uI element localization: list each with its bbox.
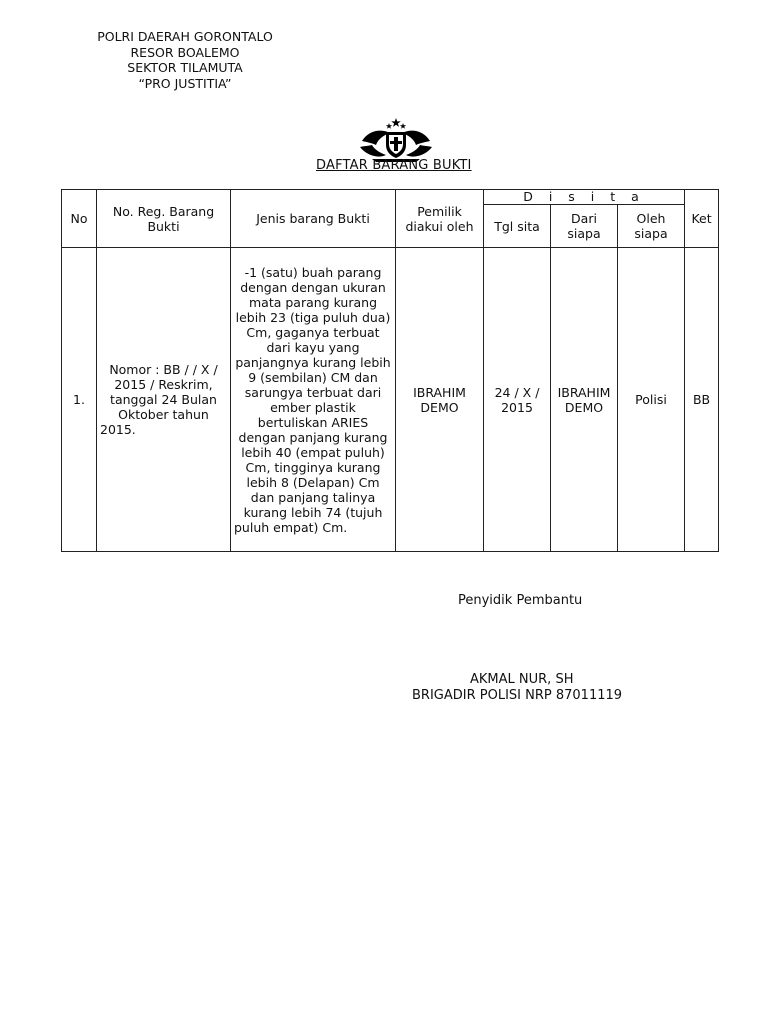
letterhead-line-3: SEKTOR TILAMUTA — [127, 60, 243, 75]
table-header-row — [62, 190, 719, 205]
header-disita: D i s i t a — [484, 190, 685, 205]
cell-dari-siapa: IBRAHIM DEMO — [551, 248, 618, 552]
signature-rank: BRIGADIR POLISI NRP 87011119 — [412, 688, 623, 703]
signature-title: Penyidik Pembantu — [458, 593, 583, 608]
cell-tgl-sita: 24 / X / 2015 — [484, 248, 551, 552]
cell-oleh-siapa: Polisi — [618, 248, 685, 552]
cell-pemilik: IBRAHIM DEMO — [396, 248, 484, 552]
letterhead-line-2: RESOR BOALEMO — [130, 44, 240, 60]
header-dari-siapa: Dari siapa — [551, 205, 618, 248]
header-no: No — [62, 190, 97, 248]
document-title: DAFTAR BARANG BUKTI — [316, 158, 472, 173]
header-ket: Ket — [685, 190, 719, 248]
header-oleh-siapa: Oleh siapa — [618, 205, 685, 248]
header-pemilik: Pemilik diakui oleh — [396, 190, 484, 248]
header-tgl-sita: Tgl sita — [484, 205, 551, 248]
letterhead-line-1: POLRI DAERAH GORONTALO — [97, 29, 273, 44]
cell-reg: Nomor : BB / / X / 2015 / Reskrim, tanggal 24 Bulan Oktober tahun 2015. — [97, 248, 231, 552]
signature-name: AKMAL NUR, SH — [470, 672, 574, 687]
letterhead — [80, 29, 290, 91]
table-row — [62, 248, 719, 552]
police-emblem-icon — [356, 115, 436, 163]
header-reg: No. Reg. Barang Bukti — [97, 190, 231, 248]
letterhead-line-4: “PRO JUSTITIA” — [138, 75, 232, 91]
cell-no: 1. — [62, 248, 97, 552]
cell-ket: BB — [685, 248, 719, 552]
evidence-table — [61, 189, 719, 552]
cell-jenis: -1 (satu) buah parang dengan dengan ukuran mata parang kurang lebih 23 (tiga puluh dua) Cm, gaganya terbuat dari kayu yang panjangnya kurang lebih 9 (sembilan) CM dan sarungya terbuat dari ember plastik bertuliskan ARIES dengan panjang kurang lebih 40 (empat puluh) Cm, tingginya kurang lebih 8 (Delapan) Cm dan panjang talinya kurang lebih 74 (tujuh puluh empat) Cm. — [231, 248, 396, 552]
header-jenis: Jenis barang Bukti — [231, 190, 396, 248]
